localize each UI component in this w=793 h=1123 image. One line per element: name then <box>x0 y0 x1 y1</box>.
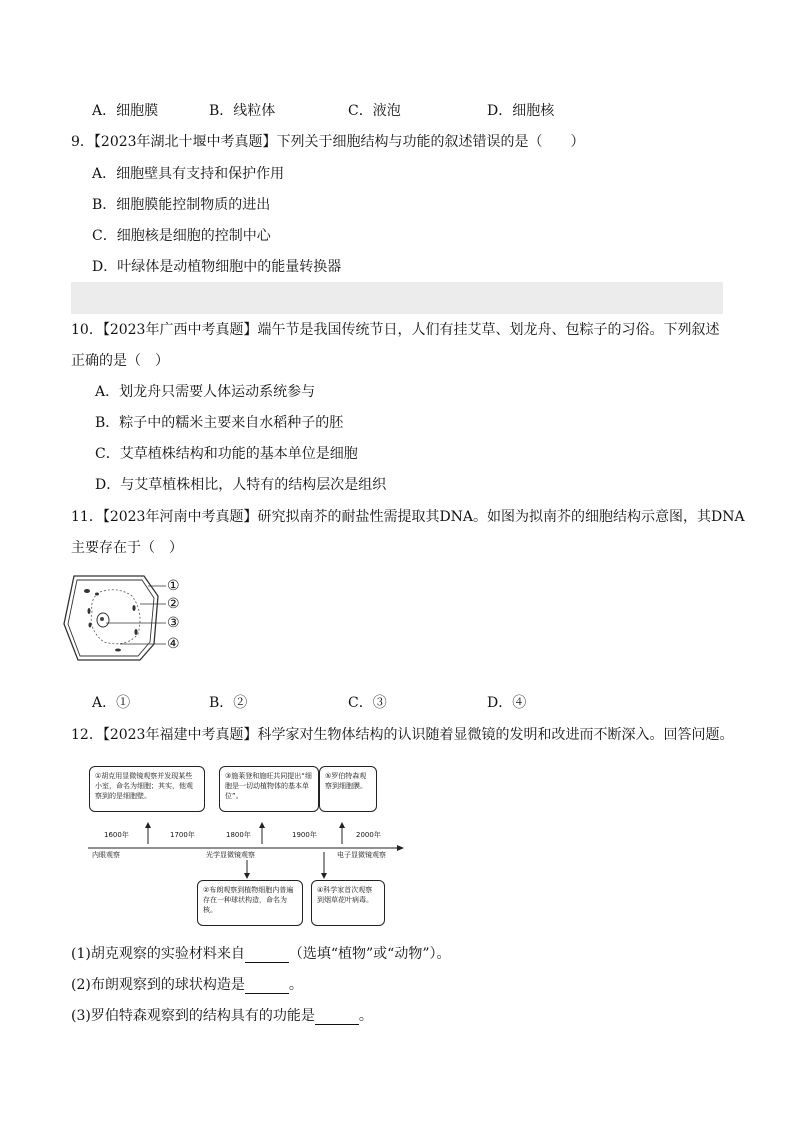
q11-stem-line1: 11．【2023年河南中考真题】研究拟南芥的耐盐性需提取其DNA。如图为拟南芥的细胞结构示意图，其DNA <box>71 509 745 525</box>
timeline-box-schleiden-schwann: ③施莱登和施旺共同提出“细胞是一切动植物体的基本单位”。 <box>219 766 319 812</box>
q10-option-a: A．划龙舟只需要人体运动系统参与 <box>95 384 316 400</box>
q10-option-b: B．粽子中的糯米主要来自水稻种子的胚 <box>95 415 344 431</box>
year-1800: 1800年 <box>226 831 251 839</box>
cell-label-3: ③ <box>167 615 180 631</box>
answer-blank-3[interactable] <box>315 1010 359 1025</box>
era-light-microscope: 光学显微镜观察 <box>206 851 255 859</box>
q8-option-a: A．细胞膜 <box>92 103 159 119</box>
timeline-box-brown: ②布朗观察到植物细胞内普遍存在一种球状构造，命名为核。 <box>197 880 303 926</box>
q11-option-b: B．② <box>209 695 248 711</box>
answer-blank-2[interactable] <box>245 979 289 994</box>
timeline-box-robertson: ⑤罗伯特森观察到细胞膜。 <box>319 766 377 812</box>
year-2000: 2000年 <box>356 831 381 839</box>
cell-label-1: ① <box>167 578 180 594</box>
q9-option-d: D．叶绿体是动植物细胞中的能量转换器 <box>92 259 342 275</box>
q10-stem-line1: 10．【2023年广西中考真题】端午节是我国传统节日，人们有挂艾草、划龙舟、包粽子的习俗。下列叙述 <box>71 322 720 338</box>
q10-stem-line2: 正确的是（ ） <box>71 353 169 369</box>
era-electron-microscope: 电子显微镜观察 <box>337 851 386 859</box>
cell-label-2: ② <box>167 596 180 612</box>
year-1900: 1900年 <box>292 831 317 839</box>
timeline-axis <box>86 812 406 880</box>
q11-option-d: D．④ <box>487 695 527 711</box>
q12-sub1: (1)胡克观察的实验材料来自 （选填“植物”或“动物”）。 <box>71 946 451 962</box>
q12-sub3: (3)罗伯特森观察到的结构具有的功能是 。 <box>71 1008 373 1024</box>
q8-option-d: D．细胞核 <box>487 103 555 119</box>
answer-blank-1[interactable] <box>245 948 289 963</box>
q8-option-c: C．液泡 <box>348 103 401 119</box>
q9-option-c: C．细胞核是细胞的控制中心 <box>92 228 271 244</box>
q9-option-a: A．细胞壁具有支持和保护作用 <box>92 166 285 182</box>
cell-label-4: ④ <box>167 636 180 652</box>
q10-option-d: D．与艾草植株相比，人特有的结构层次是组织 <box>95 477 387 493</box>
q9-option-b: B．细胞膜能控制物质的进出 <box>92 197 271 213</box>
q11-option-a: A．① <box>92 695 131 711</box>
year-1600: 1600年 <box>104 831 129 839</box>
q12-sub2: (2)布朗观察到的球状构造是 。 <box>71 977 303 993</box>
section-divider <box>71 282 723 314</box>
era-naked-eye: 内眼观察 <box>92 851 120 859</box>
year-1700: 1700年 <box>170 831 195 839</box>
timeline-box-tmv: ④科学家首次观察到烟草花叶病毒。 <box>311 880 385 926</box>
timeline-box-hooke: ①胡克用显微镜观察并发现某些小室，命名为细胞；其实，他观察到的是细胞壁。 <box>89 766 205 812</box>
q10-option-c: C．艾草植株结构和功能的基本单位是细胞 <box>95 446 358 462</box>
q11-option-c: C．③ <box>348 695 387 711</box>
q12-stem: 12．【2023年福建中考真题】科学家对生物体结构的认识随着显微镜的发明和改进而不断深入。回答问题。 <box>71 727 734 743</box>
q11-stem-line2: 主要存在于（ ） <box>71 540 183 556</box>
q8-option-b: B．线粒体 <box>209 103 276 119</box>
q9-stem: 9．【2023年湖北十堰中考真题】下列关于细胞结构与功能的叙述错误的是（ ） <box>71 134 585 150</box>
